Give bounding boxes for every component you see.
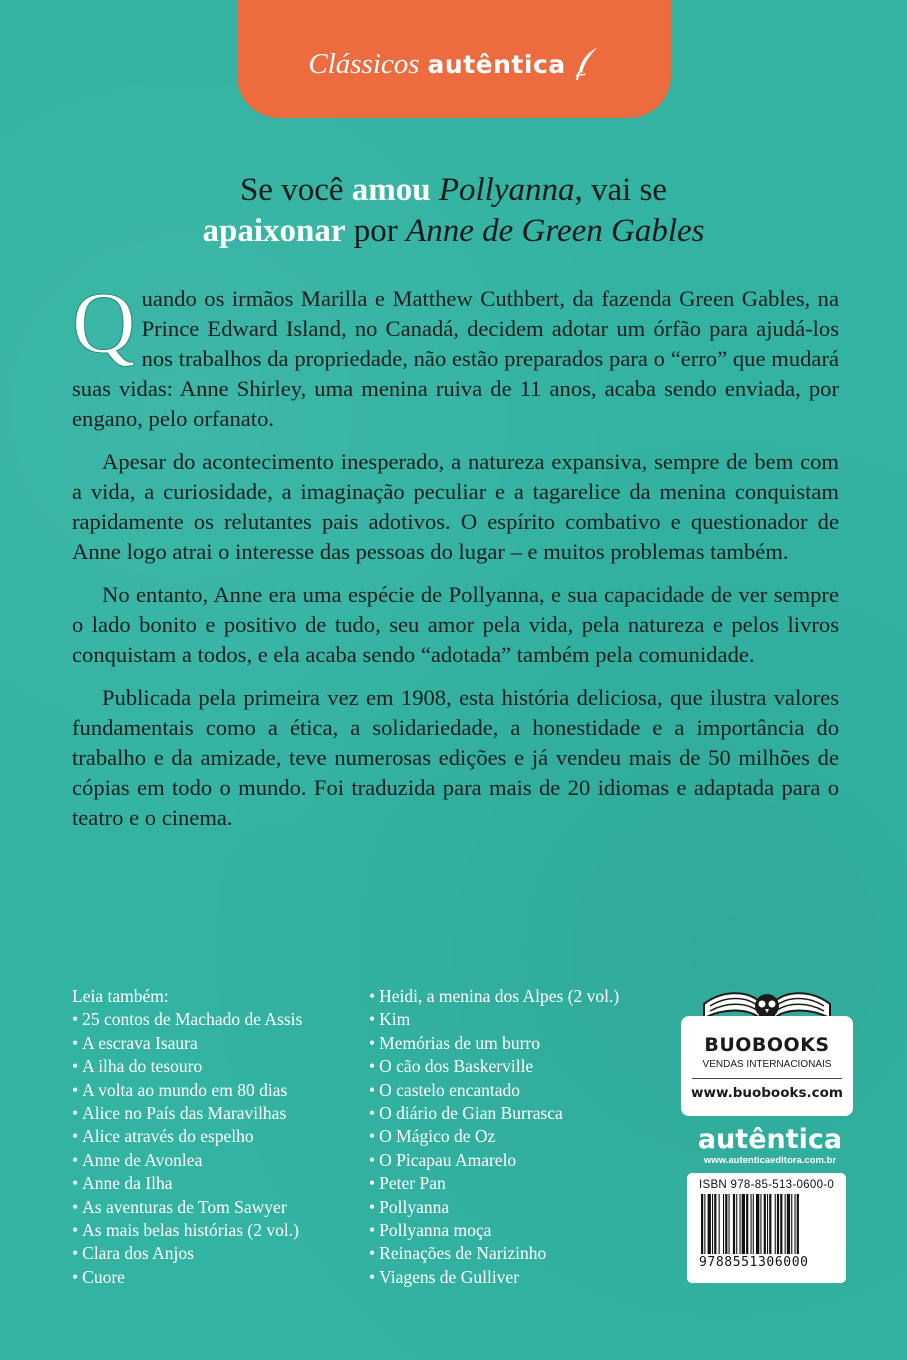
reading-list-title: Kim xyxy=(379,1009,411,1030)
headline-text xyxy=(431,172,439,208)
buobooks-url: www.buobooks.com xyxy=(691,1085,843,1101)
series-label-italic: Clássicos xyxy=(308,47,420,80)
reading-list-title: A escrava Isaura xyxy=(82,1032,198,1053)
reading-list-item xyxy=(72,1266,302,1289)
reading-list-item xyxy=(72,1242,302,1265)
bullet-icon: • xyxy=(72,1196,79,1217)
barcode-bars xyxy=(699,1194,835,1254)
reading-list-item xyxy=(369,1172,619,1195)
reading-list-item xyxy=(72,1055,302,1078)
reading-list-item xyxy=(72,1008,302,1031)
reading-list-title: Viagens de Gulliver xyxy=(379,1266,520,1287)
reading-list-item xyxy=(72,1125,302,1148)
series-banner xyxy=(237,0,671,118)
reading-list-item xyxy=(369,1032,619,1055)
headline-title-pollyanna: Pollyanna xyxy=(438,172,575,208)
reading-list-item xyxy=(72,1219,302,1242)
reading-list-title: As mais belas histórias (2 vol.) xyxy=(82,1220,299,1241)
bullet-icon: • xyxy=(72,1079,79,1100)
bullet-icon: • xyxy=(72,1032,79,1053)
reading-list-item xyxy=(72,1196,302,1219)
reading-list-title: Pollyanna xyxy=(379,1196,450,1217)
reading-list-item xyxy=(369,1125,619,1148)
headline-title-anne: Anne de Green Gables xyxy=(406,213,705,249)
reading-list-title: Peter Pan xyxy=(379,1173,446,1194)
reading-list-title: A volta ao mundo em 80 dias xyxy=(82,1079,288,1100)
reading-list-item xyxy=(369,1079,619,1102)
reading-list-heading: Leia também: xyxy=(72,986,169,1006)
reading-list-title: A ilha do tesouro xyxy=(82,1056,203,1077)
reading-list-item xyxy=(72,1102,302,1125)
reading-list-item xyxy=(72,1079,302,1102)
reading-list-item xyxy=(369,1242,619,1265)
bullet-icon: • xyxy=(72,1103,79,1124)
reading-list-title: Alice no País das Maravilhas xyxy=(82,1103,287,1124)
reading-list-title: Pollyanna moça xyxy=(379,1220,492,1241)
quill-icon xyxy=(574,46,600,82)
bullet-icon: • xyxy=(369,1079,376,1100)
barcode-digits: 9788551306000 xyxy=(699,1255,809,1270)
synopsis-paragraph-2: Apesar do acontecimento inesperado, a natureza expansiva, sempre de bem com a vida, a curiosidade, a imaginação peculiar e a tagarelice da menina conquistam rapidamente os relutantes pais adotivos. O espírito combativo e questionador de Anne logo atrai o interesse das pessoas do lugar – e muitos problemas também. xyxy=(72,449,839,564)
reading-list-item xyxy=(369,1196,619,1219)
synopsis xyxy=(72,275,839,846)
synopsis-paragraph-1 xyxy=(72,275,839,434)
reading-list-title: O diário de Gian Burrasca xyxy=(379,1103,563,1124)
reading-list-title: Memórias de um burro xyxy=(379,1032,541,1053)
reading-list-item xyxy=(369,1055,619,1078)
isbn-label: ISBN 978-85-513-0600-0 xyxy=(699,1179,835,1191)
buobooks-name: BUOBOOKS xyxy=(704,1034,830,1056)
reading-list-item xyxy=(369,1219,619,1242)
bullet-icon: • xyxy=(72,1243,79,1264)
bullet-icon: • xyxy=(72,1173,79,1194)
buobooks-divider xyxy=(692,1078,842,1079)
bullet-icon: • xyxy=(369,1173,376,1194)
synopsis-paragraph-4: Publicada pela primeira vez em 1908, esta história deliciosa, que ilustra valores fundamentais como a ética, a solidariedade, a honestidade e a importância do trabalho e da amizade, teve numerosas edições e já vendeu mais de 50 milhões de cópias em todo o mundo. Foi traduzida para mais de 20 idiomas e adaptada para o teatro e o cinema. xyxy=(72,685,839,830)
reading-list-title: Anne de Avonlea xyxy=(82,1149,203,1170)
reading-list-column-2 xyxy=(369,985,619,1289)
bullet-icon: • xyxy=(369,1243,376,1264)
synopsis-paragraph-1-text: uando os irmãos Marilla e Matthew Cuthbert, da fazenda Green Gables, na Prince Edward Island, no Canadá, decidem adotar um órfão para ajudá-los nos trabalhos da propriedade, não estão preparados para o “erro” que mudará suas vidas: Anne Shirley, uma menina ruiva de 11 anos, acaba sendo enviada, por engano, pelo orfanato. xyxy=(72,286,839,431)
reading-list-title: O Picapau Amarelo xyxy=(379,1149,517,1170)
headline-line-2 xyxy=(0,211,907,252)
bullet-icon: • xyxy=(72,1266,79,1287)
reading-list-title: As aventuras de Tom Sawyer xyxy=(82,1196,287,1217)
bullet-icon: • xyxy=(72,1126,79,1147)
reading-list-title: O cão dos Baskerville xyxy=(379,1056,534,1077)
reading-list-item xyxy=(72,1172,302,1195)
reading-list-title: Alice através do espelho xyxy=(82,1126,254,1147)
buobooks-subtitle: VENDAS INTERNACIONAIS xyxy=(702,1059,832,1070)
bullet-icon: • xyxy=(369,1009,376,1030)
reading-list-title: Clara dos Anjos xyxy=(82,1243,194,1264)
bullet-icon: • xyxy=(369,1149,376,1170)
bullet-icon: • xyxy=(369,1103,376,1124)
reading-list-item xyxy=(369,985,619,1008)
reading-list-title: Anne da Ilha xyxy=(82,1173,173,1194)
headline-text: , vai se xyxy=(574,172,668,208)
bullet-icon: • xyxy=(72,1149,79,1170)
publisher-url: www.autenticaeditora.com.br xyxy=(703,1155,837,1166)
reading-list-item xyxy=(72,1032,302,1055)
reading-list-title: O Mágico de Oz xyxy=(379,1126,496,1147)
isbn-barcode xyxy=(687,1173,846,1283)
bullet-icon: • xyxy=(72,1009,79,1030)
publisher-name: autêntica xyxy=(697,1124,843,1155)
bullet-icon: • xyxy=(369,1220,376,1241)
headline xyxy=(0,170,907,252)
drop-cap: Q xyxy=(72,275,136,372)
reading-list-title: Cuore xyxy=(82,1266,125,1287)
bullet-icon: • xyxy=(369,1126,376,1147)
bullet-icon: • xyxy=(72,1220,79,1241)
synopsis-paragraph-3: No entanto, Anne era uma espécie de Pollyanna, e sua capacidade de ver sempre o lado bonito e positivo de tudo, seu amor pela vida, pela natureza e pelos livros conquistam a todos, e ela acaba sendo “adotada” também pela comunidade. xyxy=(72,582,839,667)
reading-list-title: Reinações de Narizinho xyxy=(379,1243,547,1264)
reading-list-column-1 xyxy=(72,985,302,1289)
reading-list-title: O castelo encantado xyxy=(379,1079,521,1100)
headline-text: Se você xyxy=(239,172,352,208)
bullet-icon: • xyxy=(369,1266,376,1287)
publisher-logo xyxy=(695,1125,845,1166)
bullet-icon: • xyxy=(369,1032,376,1053)
reading-list-item xyxy=(369,1266,619,1289)
reading-list-title: Heidi, a menina dos Alpes (2 vol.) xyxy=(379,986,620,1006)
headline-emphasis-amou: amou xyxy=(351,172,431,208)
bullet-icon: • xyxy=(369,1196,376,1217)
bullet-icon: • xyxy=(72,1056,79,1077)
reading-list-item xyxy=(369,1102,619,1125)
reading-list-title: 25 contos de Machado de Assis xyxy=(82,1009,303,1030)
reading-list-item xyxy=(369,1149,619,1172)
headline-line-1 xyxy=(0,170,907,211)
reading-list-item xyxy=(72,1149,302,1172)
bullet-icon: • xyxy=(369,986,376,1006)
series-label-bold: autêntica xyxy=(427,49,566,79)
headline-emphasis-apaixonar: apaixonar xyxy=(202,213,346,249)
headline-text: por xyxy=(345,213,407,249)
buobooks-badge xyxy=(681,1016,853,1116)
bullet-icon: • xyxy=(369,1056,376,1077)
reading-list-item xyxy=(369,1008,619,1031)
